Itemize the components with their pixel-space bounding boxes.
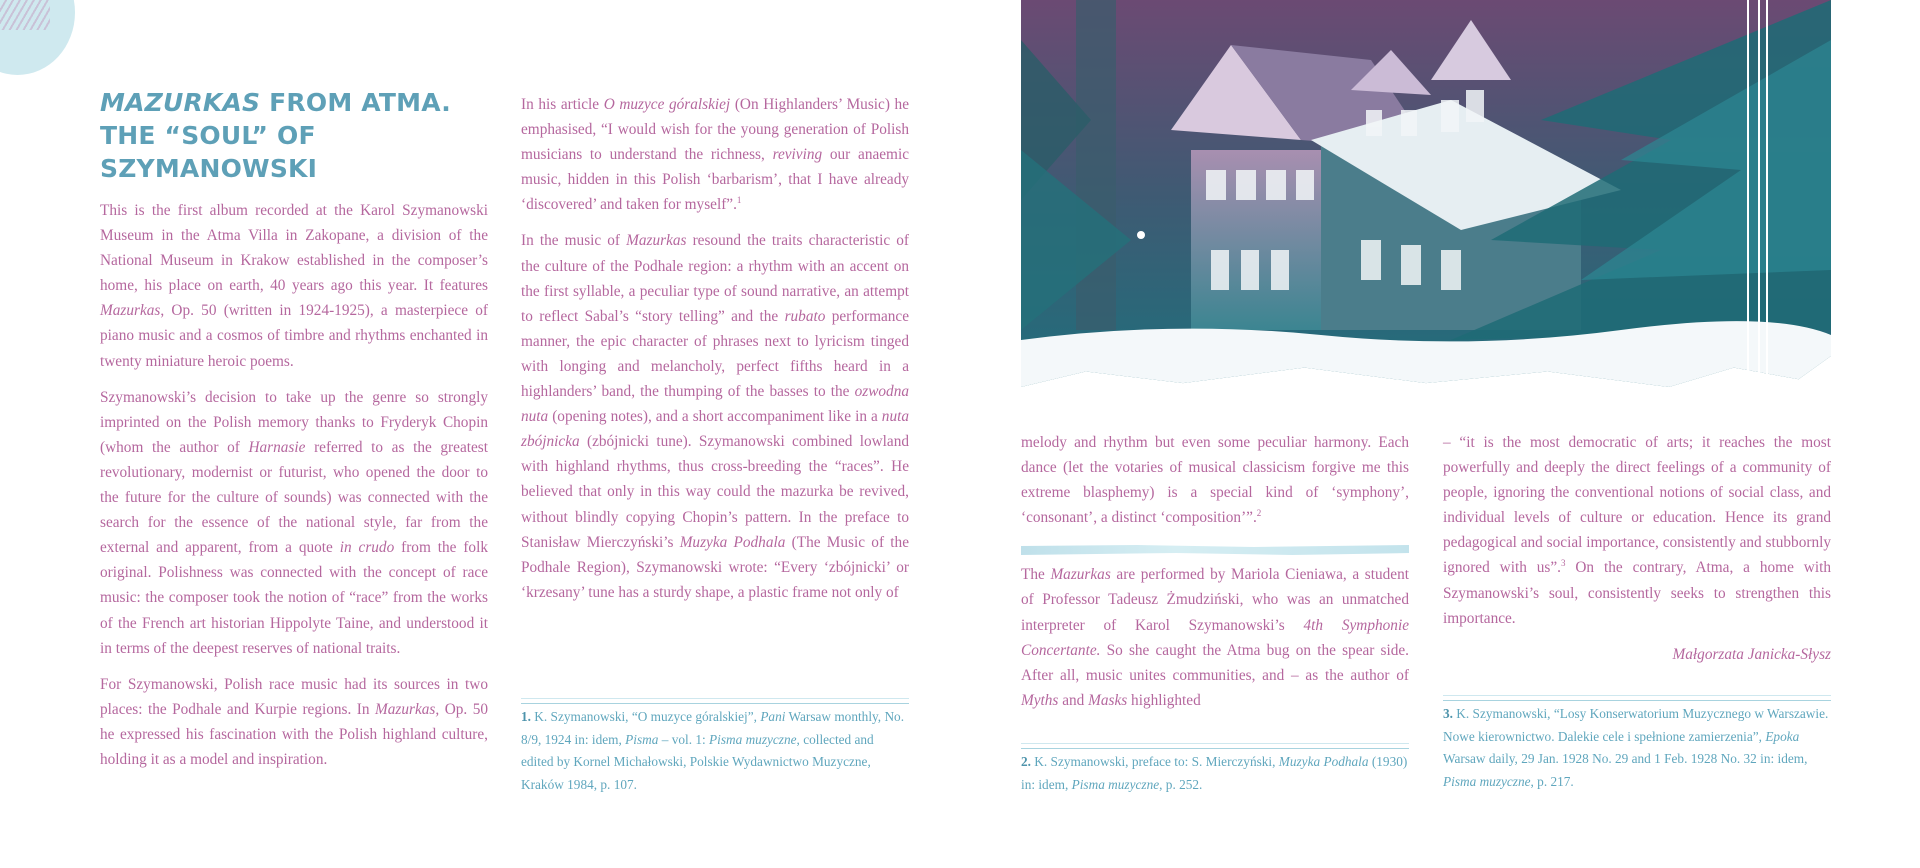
text-run: On the contrary, Atma, a home with Szymanowski’s soul, consistently seeks to strengthen this importance. [1443,559,1831,627]
column-1 [100,86,488,783]
column-3 [1021,430,1409,724]
paragraph [100,198,488,374]
text-run: from the folk original. Polishness was connected with the concept of race music: the composer took the notion of “race” from the works of the French art historian Hippolyte Taine, and understood it in terms of the deepest reserves of national traits. [100,539,488,657]
text-run: – vol. 1: [658,731,710,747]
photo-divider-line [1758,0,1760,387]
decorative-strip [1021,545,1409,555]
text-run: Pisma [625,731,659,747]
text-run: 2. [1021,754,1031,769]
text-run: Pisma muzyczne [1443,773,1531,789]
author-signature: Małgorzata Janicka-Słysz [1672,645,1831,663]
article-title [100,86,488,185]
paragraph [1021,562,1409,713]
text-run: Muzyka Podhala [679,533,786,551]
text-run: referred to as the greatest revolutionary, modernist or futurist, who opened the door to the future for the culture of sounds) was connected with the search for the essence of the national style, far from the external and apparent, from a quote [100,438,488,557]
text-run: So she caught the Atma bug on the spear side. After all, music unites communities, and – as the author of [1021,641,1409,684]
footnote-1 [521,703,909,796]
text-run: (On Highlanders’ Music) he emphasised, “I would wish for the young generation of Polish musicians to understand the richness, [521,96,909,164]
text-run: – “it is the most democratic of arts; it reaches the most powerfully and deeply the direct feelings of a community of people, ignoring the conventional notions of social class, and individual levels of culture or education. Hence its grand pedagogical and social importance, consistently and stubbornly ignored with us”. [1443,434,1831,577]
text-run: Pisma muzyczne [1071,776,1160,792]
text-run: are performed by Mariola Cieniawa, a student of Professor Tadeusz Żmudziński, who was an unmatched interpreter of Karol Szymanowski’s [1021,566,1409,634]
footnote-ref: 2 [1256,508,1262,519]
text-run: The [1021,566,1051,584]
text-run: rubato [784,307,826,325]
text-run: melody and rhythm but even some peculiar harmony. Each dance (let the votaries of musical classicism forgive me this extreme blasphemy) is a special kind of ‘symphony’, ‘consonant’, a distinct ‘composition’”. [1021,434,1409,527]
text-run: O muzyce góralskiej [603,96,731,113]
text-run: Masks [1088,691,1128,709]
text-run: , p. 252. [1159,776,1203,792]
footnote-ref: 3 [1560,558,1566,569]
text-run: nuta zbójnicka [521,408,909,451]
text-run: 4th Symphonie Concertante. [1021,616,1409,659]
text-run: Op. 50 he expressed his fascination with the Polish highland culture, holding it as a model and inspiration. [100,700,488,768]
text-run: our anaemic music, hidden in this Polish ‘barbarism’, that I have already ‘discovered’ and taken for myself”. [521,146,909,214]
text-run: in crudo [339,539,395,557]
footnote-ref: 1 [736,195,742,206]
text-run: , collected and edited by Kornel Michałowski, Polskie Wydawnictwo Muzyczne, Kraków 1984, p. 107. [521,731,874,792]
paragraph [1443,430,1831,631]
text-run: and [1058,691,1089,709]
text-run: Mazurkas [1050,566,1111,584]
text-run: ozwodna nuta [521,383,909,426]
footnote-3 [1443,700,1831,793]
text-run: (opening notes), and a short accompaniment like in a [548,408,882,426]
paragraph [521,92,909,217]
paragraph [521,228,909,604]
text-run: Mazurkas [626,232,687,250]
column-4 [1443,430,1831,667]
footnote-2 [1021,748,1409,796]
text-run: (1930) in: idem, [1021,754,1408,792]
text-run: K. Szymanowski, “O muzyce góralskiej”, [530,709,761,724]
corner-decoration [0,0,75,75]
text-run: Pani [760,709,786,724]
title-line1: MAZURKAS FROM ATMA. [100,88,451,117]
text-run: In his article [521,96,604,113]
text-run: For Szymanowski, Polish race music had its sources in two places: the Podhale and Kurpie regions. In [100,675,488,718]
text-run: Szymanowski’s decision to take up the genre so strongly imprinted on the Polish memory thanks to Fryderyk Chopin (whom the author of [100,388,488,456]
text-run: Mazurkas [100,302,161,320]
text-run: highlighted [1127,691,1201,709]
text-run: Warsaw daily, 29 Jan. 1928 No. 29 and 1 Feb. 1928 No. 32 in: idem, [1443,751,1808,766]
text-run: (zbójnicki tune). Szymanowski combined lowland with highland rhythms, thus cross-breeding the “races”. He believed that only in this way could the mazurka be revived, without blindly copying Chopin’s pattern. In the preface to Stanisław Mierczyński’s [521,433,909,551]
paragraph [1021,430,1409,530]
photo-divider-line [1747,0,1749,387]
text-run: Epoka [1765,728,1800,744]
paragraph [100,672,488,772]
text-run: Harnasie [248,438,306,456]
atma-villa-photo [1021,0,1831,387]
text-run: In the music of [521,232,627,250]
text-run: K. Szymanowski, preface to: S. Mierczyński, [1030,754,1279,769]
paragraph [100,385,488,661]
text-run: (The Music of the Podhale Region), Szymanowski wrote: “Every ‘zbójnicki’ or ‘krzesany’ tune has a sturdy shape, a plastic frame not only of [521,533,909,601]
photo-divider-line [1766,0,1768,387]
text-run: This is the first album recorded at the Karol Szymanowski Museum in the Atma Villa in Zakopane, a division of the National Museum in Krakow established in the composer’s home, his place on earth, 40 years ago this year. It features [100,202,488,295]
text-run: resound the traits characteristic of the culture of the Podhale region: a rhythm with an accent on the first syllable, a peculiar type of sound narrative, an attempt to reflect Sabal’s “story telling” and the [521,232,909,325]
text-run: 3. [1443,706,1453,721]
title-line2: THE “SOUL” OF SZYMANOWSKI [100,121,318,183]
text-run: Pisma muzyczne [709,731,797,747]
text-run: Myths [1021,691,1059,709]
text-run: Mazurkas, [375,700,440,718]
text-run: Muzyka Podhala [1278,754,1369,769]
text-run: , p. 217. [1530,773,1574,789]
text-run: K. Szymanowski, “Losy Konserwatorium Muzycznego w Warszawie. Nowe kierownictwo. Dalekie cele i spełnione zamierzenia”, [1443,706,1829,744]
text-run: Warsaw monthly, No. 8/9, 1924 in: idem, [521,709,905,747]
text-run: performance manner, the epic character of phrases next to lyricism tinged with longing and melancholy, perfect fifths heard in a highlanders’ band, the thumping of the basses to the [521,307,910,401]
villa-illustration [1021,0,1831,387]
text-run: , Op. 50 (written in 1924-1925), a masterpiece of piano music and a cosmos of timbre and rhythms enchanted in twenty miniature heroic poems. [100,302,488,370]
column-2 [521,92,909,616]
text-run: reviving [772,146,823,164]
text-run: 1. [521,709,531,724]
